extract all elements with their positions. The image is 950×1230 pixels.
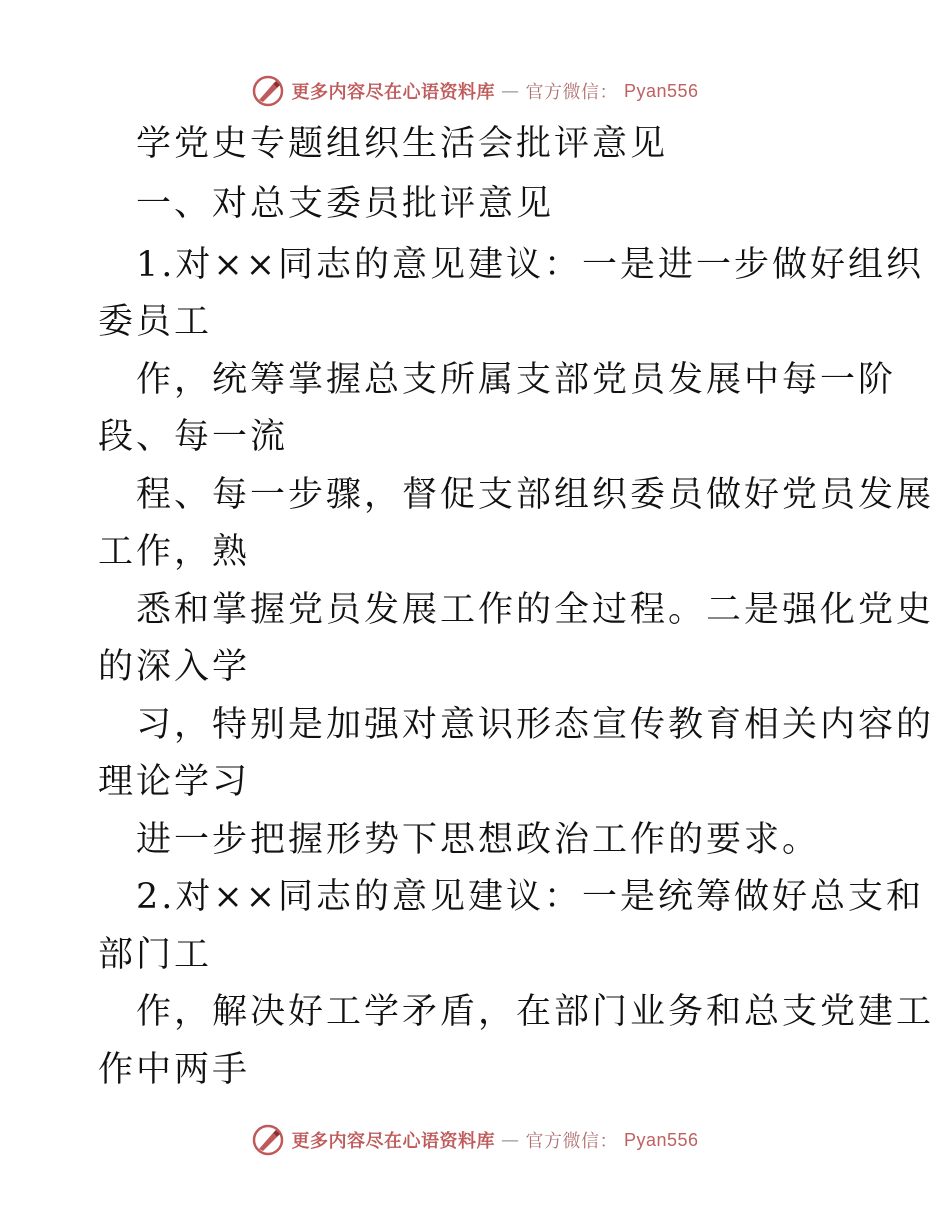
watermark-text: 更多内容尽在心语资料库 [291, 82, 495, 103]
text-line: 2.对××同志的意见建议：一是统筹做好总支和 [136, 877, 925, 917]
watermark-label: 官方微信： [525, 1131, 618, 1152]
text-line: 进一步把握形势下思想政治工作的要求。 [136, 820, 821, 860]
section-heading: 一、对总支委员批评意见 [136, 184, 555, 224]
text-line: 的深入学 [98, 647, 251, 687]
text-line: 1.对××同志的意见建议：一是进一步做好组织 [136, 245, 925, 285]
text-line: 作，统筹掌握总支所属支部党员发展中每一阶 [136, 360, 897, 400]
header-watermark [0, 71, 950, 111]
pen-logo-icon [251, 74, 285, 108]
text-line: 作，解决好工学矛盾，在部门业务和总支党建工 [136, 992, 935, 1032]
text-line: 段、每一流 [98, 417, 289, 457]
pen-logo-icon [251, 1123, 285, 1157]
text-line: 部门工 [98, 935, 213, 975]
watermark-id: Pyan556 [623, 80, 699, 101]
watermark-separator: — [500, 80, 520, 102]
text-line: 委员工 [98, 302, 213, 342]
watermark-id: Pyan556 [623, 1129, 699, 1150]
text-line: 理论学习 [98, 762, 251, 802]
text-line: 作中两手 [98, 1050, 251, 1090]
text-line: 悉和掌握党员发展工作的全过程。二是强化党史 [136, 590, 935, 630]
text-line: 工作，熟 [98, 532, 251, 572]
text-line: 程、每一步骤，督促支部组织委员做好党员发展 [136, 475, 935, 515]
watermark-text: 更多内容尽在心语资料库 [291, 1131, 495, 1152]
text-line: 习，特别是加强对意识形态宣传教育相关内容的 [136, 705, 935, 745]
watermark-separator: — [500, 1129, 520, 1151]
document-title: 学党史专题组织生活会批评意见 [136, 124, 669, 164]
watermark-label: 官方微信： [525, 82, 618, 103]
footer-watermark [0, 1120, 950, 1160]
